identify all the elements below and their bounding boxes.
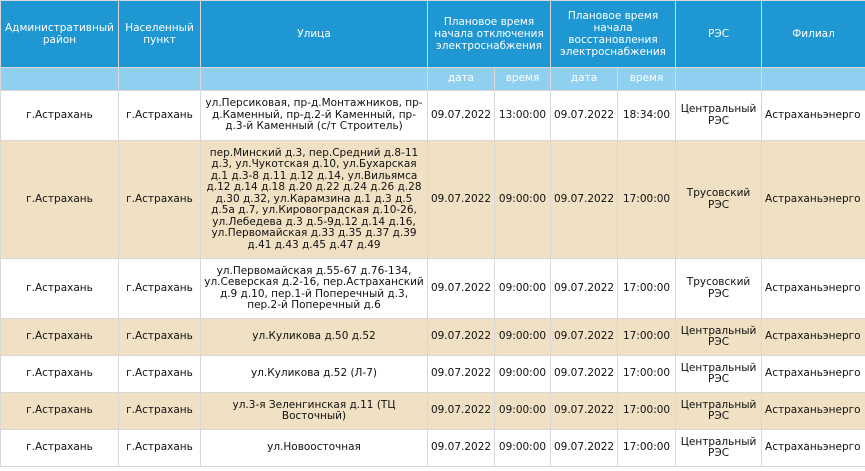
cell-res: Трусовский РЭС: [676, 141, 762, 259]
cell-off-date: 09.07.2022: [428, 91, 495, 141]
cell-off-date: 09.07.2022: [428, 393, 495, 430]
table-row: [1, 141, 865, 259]
cell-restore-date: 09.07.2022: [551, 141, 618, 259]
cell-district: г.Астрахань: [1, 430, 119, 467]
cell-branch: Астраханьэнерго: [762, 141, 865, 259]
cell-restore-time: 17:00:00: [618, 430, 676, 467]
cell-settlement: г.Астрахань: [119, 393, 201, 430]
cell-district: г.Астрахань: [1, 356, 119, 393]
table-row: [1, 91, 865, 141]
header-restore-time: Плановое время начала восстановления электроснабжения: [551, 1, 676, 68]
cell-district: г.Астрахань: [1, 141, 119, 259]
cell-res: Центральный РЭС: [676, 430, 762, 467]
subheader-empty: [201, 68, 428, 91]
cell-restore-time: 17:00:00: [618, 141, 676, 259]
cell-settlement: г.Астрахань: [119, 91, 201, 141]
cell-off-date: 09.07.2022: [428, 319, 495, 356]
cell-branch: Астраханьэнерго: [762, 259, 865, 319]
cell-district: г.Астрахань: [1, 319, 119, 356]
cell-settlement: г.Астрахань: [119, 259, 201, 319]
cell-district: г.Астрахань: [1, 91, 119, 141]
cell-off-time: 09:00:00: [495, 259, 551, 319]
subheader-empty: [676, 68, 762, 91]
cell-street: ул.Персиковая, пр-д.Монтажников, пр-д.Каменный, пр-д.2-й Каменный, пр-д.3-й Каменный (с/т Строитель): [201, 91, 428, 141]
header-res: РЭС: [676, 1, 762, 68]
subheader-row: [1, 68, 865, 91]
cell-off-date: 09.07.2022: [428, 141, 495, 259]
table-row: [1, 259, 865, 319]
header-off-time: Плановое время начала отключения электроснабжения: [428, 1, 551, 68]
cell-branch: Астраханьэнерго: [762, 393, 865, 430]
cell-restore-time: 17:00:00: [618, 356, 676, 393]
table-row: [1, 356, 865, 393]
cell-restore-date: 09.07.2022: [551, 319, 618, 356]
cell-off-time: 09:00:00: [495, 319, 551, 356]
subheader-off-date: дата: [428, 68, 495, 91]
cell-off-date: 09.07.2022: [428, 356, 495, 393]
cell-res: Трусовский РЭС: [676, 259, 762, 319]
cell-off-time: 13:00:00: [495, 91, 551, 141]
table-row: [1, 393, 865, 430]
cell-branch: Астраханьэнерго: [762, 356, 865, 393]
cell-street: ул.Новоосточная: [201, 430, 428, 467]
cell-off-time: 09:00:00: [495, 141, 551, 259]
cell-district: г.Астрахань: [1, 393, 119, 430]
subheader-restore-time: время: [618, 68, 676, 91]
cell-restore-date: 09.07.2022: [551, 430, 618, 467]
table-row: [1, 430, 865, 467]
cell-restore-date: 09.07.2022: [551, 393, 618, 430]
cell-street: ул.3-я Зеленгинская д.11 (ТЦ Восточный): [201, 393, 428, 430]
header-row: [1, 1, 865, 68]
cell-restore-date: 09.07.2022: [551, 91, 618, 141]
cell-street: ул.Первомайская д.55-67 д.76-134, ул.Северская д.2-16, пер.Астраханский д.9 д.10, пер.1-й Поперечный д.3, пер.2-й Поперечный д.6: [201, 259, 428, 319]
cell-street: ул.Куликова д.52 (Л-7): [201, 356, 428, 393]
cell-branch: Астраханьэнерго: [762, 91, 865, 141]
cell-restore-time: 17:00:00: [618, 259, 676, 319]
subheader-off-time: время: [495, 68, 551, 91]
table-row: [1, 319, 865, 356]
subheader-restore-date: дата: [551, 68, 618, 91]
cell-settlement: г.Астрахань: [119, 319, 201, 356]
cell-res: Центральный РЭС: [676, 356, 762, 393]
cell-off-time: 09:00:00: [495, 430, 551, 467]
cell-settlement: г.Астрахань: [119, 141, 201, 259]
cell-restore-time: 18:34:00: [618, 91, 676, 141]
cell-street: пер.Минский д.3, пер.Средний д.8-11 д.3, ул.Чукотская д.10, ул.Бухарская д.1 д.3-8 д.11 д.12 д.14, ул.Вильямса д.12 д.14 д.18 д.20 д.22 д.24 д.26 д.28 д.30 д.32, ул.Карамзина д.1 д.3 д.5 д.5а д.7, ул.Кировоградская д.10-26, ул.Лебедева д.3 д.5-9д.12 д.14 д.16, ул.Первомайская д.33 д.35 д.37 д.39 д.41 д.43 д.45 д.47 д.49: [201, 141, 428, 259]
cell-off-time: 09:00:00: [495, 356, 551, 393]
cell-settlement: г.Астрахань: [119, 430, 201, 467]
cell-restore-time: 17:00:00: [618, 393, 676, 430]
cell-branch: Астраханьэнерго: [762, 319, 865, 356]
cell-off-time: 09:00:00: [495, 393, 551, 430]
cell-settlement: г.Астрахань: [119, 356, 201, 393]
header-district: Административный район: [1, 1, 119, 68]
subheader-empty: [119, 68, 201, 91]
cell-street: ул.Куликова д.50 д.52: [201, 319, 428, 356]
cell-restore-date: 09.07.2022: [551, 259, 618, 319]
subheader-empty: [762, 68, 865, 91]
header-branch: Филиал: [762, 1, 865, 68]
cell-district: г.Астрахань: [1, 259, 119, 319]
cell-off-date: 09.07.2022: [428, 259, 495, 319]
cell-restore-date: 09.07.2022: [551, 356, 618, 393]
header-settlement: Населенный пункт: [119, 1, 201, 68]
header-street: Улица: [201, 1, 428, 68]
cell-off-date: 09.07.2022: [428, 430, 495, 467]
cell-branch: Астраханьэнерго: [762, 430, 865, 467]
subheader-empty: [1, 68, 119, 91]
cell-restore-time: 17:00:00: [618, 319, 676, 356]
cell-res: Центральный РЭС: [676, 393, 762, 430]
cell-res: Центральный РЭС: [676, 319, 762, 356]
cell-res: Центральный РЭС: [676, 91, 762, 141]
